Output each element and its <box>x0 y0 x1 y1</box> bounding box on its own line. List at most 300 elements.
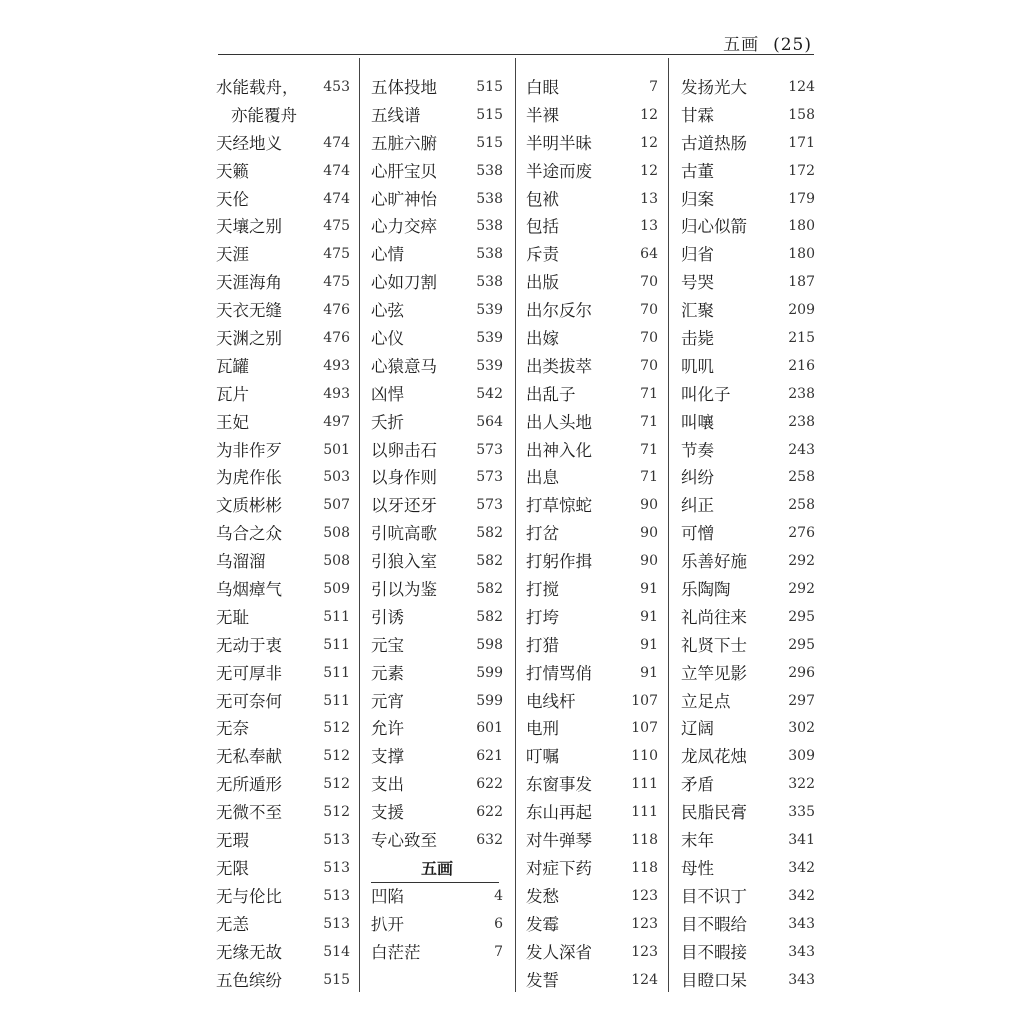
entry-page-number: 511 <box>323 636 350 653</box>
index-entry <box>371 827 503 855</box>
entry-page-number: 493 <box>323 357 350 374</box>
entry-term: 心仪 <box>371 329 404 349</box>
index-entry <box>216 381 350 409</box>
index-entry <box>526 827 658 855</box>
index-entry <box>681 939 815 967</box>
index-entry <box>371 353 503 381</box>
index-entry <box>216 409 350 437</box>
entry-term: 无可厚非 <box>216 663 282 683</box>
index-entry <box>681 130 815 158</box>
index-entry <box>681 437 815 465</box>
entry-page-number: 515 <box>476 79 503 95</box>
entry-page-number: 6 <box>494 915 503 932</box>
entry-page-number: 508 <box>323 525 350 542</box>
entry-term: 龙凤花烛 <box>681 747 747 767</box>
entry-page-number: 343 <box>788 943 815 960</box>
entry-page-number: 474 <box>323 162 350 179</box>
index-entry <box>681 799 815 827</box>
index-entry <box>371 604 503 632</box>
index-entry <box>371 715 503 743</box>
entry-page-number: 514 <box>323 943 350 960</box>
entry-page-number: 582 <box>476 553 503 570</box>
entry-page-number: 342 <box>788 859 815 876</box>
entry-term: 五色缤纷 <box>216 970 282 990</box>
index-entry <box>371 799 503 827</box>
index-column-2 <box>371 74 503 994</box>
index-entry <box>681 576 815 604</box>
index-entry <box>371 492 503 520</box>
index-entry <box>526 771 658 799</box>
index-entry <box>681 855 815 883</box>
entry-term: 包袱 <box>526 189 559 209</box>
entry-term: 打岔 <box>526 524 559 544</box>
entry-term: 无瑕 <box>216 831 249 851</box>
entry-page-number: 538 <box>476 218 503 235</box>
entry-page-number: 90 <box>640 497 658 514</box>
entry-term: 出尔反尔 <box>526 301 592 321</box>
entry-term: 出息 <box>526 468 559 488</box>
entry-term: 出神入化 <box>526 440 592 460</box>
entry-page-number: 238 <box>788 385 815 402</box>
entry-term: 专心致至 <box>371 831 437 851</box>
entry-term: 矛盾 <box>681 775 714 795</box>
entry-term: 出乱子 <box>526 384 576 404</box>
index-entry <box>216 660 350 688</box>
entry-page-number: 542 <box>476 385 503 402</box>
entry-page-number: 13 <box>640 218 658 235</box>
entry-page-number: 70 <box>640 357 658 374</box>
index-entry <box>526 520 658 548</box>
index-entry <box>216 883 350 911</box>
entry-page-number: 111 <box>631 776 658 793</box>
entry-page-number: 538 <box>476 190 503 207</box>
index-entry <box>681 325 815 353</box>
entry-page-number: 601 <box>476 720 503 737</box>
index-entry <box>681 688 815 716</box>
entry-page-number: 118 <box>631 832 658 849</box>
index-entry <box>526 855 658 883</box>
index-entry <box>216 464 350 492</box>
index-entry <box>216 855 350 883</box>
entry-term: 目不暇接 <box>681 942 747 962</box>
index-entry <box>526 967 658 995</box>
index-column-4 <box>681 74 815 994</box>
column-divider <box>515 58 516 992</box>
entry-page-number: 297 <box>788 692 815 709</box>
index-entry <box>526 158 658 186</box>
entry-page-number: 243 <box>788 441 815 458</box>
entry-term: 支撑 <box>371 747 404 767</box>
entry-page-number: 474 <box>323 134 350 151</box>
entry-page-number: 7 <box>649 79 658 95</box>
entry-term: 无限 <box>216 858 249 878</box>
entry-term: 出人头地 <box>526 412 592 432</box>
entry-term: 天渊之别 <box>216 329 282 349</box>
index-entry <box>526 743 658 771</box>
index-entry <box>216 158 350 186</box>
entry-page-number: 171 <box>788 134 815 151</box>
entry-term: 发扬光大 <box>681 78 747 97</box>
entry-page-number: 13 <box>640 190 658 207</box>
entry-term: 出版 <box>526 273 559 293</box>
entry-term: 水能载舟， <box>216 78 299 97</box>
entry-term: 叫嚷 <box>681 412 714 432</box>
entry-page-number: 296 <box>788 664 815 681</box>
index-entry <box>216 548 350 576</box>
entry-term: 汇聚 <box>681 301 714 321</box>
entry-term: 白茫茫 <box>371 942 421 962</box>
entry-page-number: 342 <box>788 887 815 904</box>
index-entry <box>216 492 350 520</box>
entry-page-number: 503 <box>323 469 350 486</box>
entry-term: 瓦罐 <box>216 356 249 376</box>
entry-term: 出类拔萃 <box>526 356 592 376</box>
index-entry <box>216 353 350 381</box>
entry-term: 天伦 <box>216 189 249 209</box>
entry-term: 立竿见影 <box>681 663 747 683</box>
entry-term: 支援 <box>371 803 404 823</box>
header-section-title: 五画 <box>723 35 760 55</box>
index-entry <box>371 464 503 492</box>
entry-term: 心肝宝贝 <box>371 161 437 181</box>
entry-page-number: 475 <box>323 274 350 291</box>
index-entry <box>526 799 658 827</box>
entry-term: 夭折 <box>371 412 404 432</box>
entry-term: 可憎 <box>681 524 714 544</box>
entry-page-number: 474 <box>323 190 350 207</box>
index-entry <box>216 771 350 799</box>
index-entry <box>371 102 503 130</box>
entry-term: 亦能覆舟 <box>231 105 297 125</box>
entry-term: 支出 <box>371 775 404 795</box>
entry-term: 引吭高歌 <box>371 524 437 544</box>
entry-page-number: 538 <box>476 162 503 179</box>
entry-term: 发人深省 <box>526 942 592 962</box>
entry-page-number: 180 <box>788 218 815 235</box>
index-entry <box>526 939 658 967</box>
entry-term: 叫化子 <box>681 384 731 404</box>
entry-page-number: 512 <box>323 748 350 765</box>
entry-term: 无恙 <box>216 914 249 934</box>
entry-term: 乌烟瘴气 <box>216 580 282 600</box>
entry-page-number: 515 <box>476 106 503 123</box>
entry-page-number: 292 <box>788 581 815 598</box>
entry-term: 无动于衷 <box>216 635 282 655</box>
entry-term: 纠纷 <box>681 468 714 488</box>
entry-page-number: 598 <box>476 636 503 653</box>
entry-term: 打草惊蛇 <box>526 496 592 516</box>
index-entry <box>216 604 350 632</box>
entry-page-number: 539 <box>476 330 503 347</box>
entry-term: 无微不至 <box>216 803 282 823</box>
index-entry <box>526 660 658 688</box>
index-entry <box>526 130 658 158</box>
entry-term: 甘霖 <box>681 105 714 125</box>
entry-term: 引狼入室 <box>371 552 437 572</box>
index-entry <box>526 883 658 911</box>
entry-page-number: 599 <box>476 664 503 681</box>
entry-term: 凹陷 <box>371 886 404 906</box>
index-entry <box>526 492 658 520</box>
entry-page-number: 258 <box>788 497 815 514</box>
index-entry <box>371 186 503 214</box>
index-entry <box>216 102 350 130</box>
entry-page-number: 158 <box>788 106 815 123</box>
entry-page-number: 573 <box>476 497 503 514</box>
entry-page-number: 343 <box>788 915 815 932</box>
entry-term: 辽阔 <box>681 719 714 739</box>
entry-term: 叽叽 <box>681 356 714 376</box>
entry-term: 天涯 <box>216 245 249 265</box>
index-entry <box>216 967 350 995</box>
entry-term: 出嫁 <box>526 329 559 349</box>
entry-term: 母性 <box>681 858 714 878</box>
entry-page-number: 90 <box>640 525 658 542</box>
index-entry <box>371 74 503 102</box>
entry-term: 半途而废 <box>526 161 592 181</box>
entry-term: 以卵击石 <box>371 440 437 460</box>
entry-term: 五体投地 <box>371 78 437 97</box>
entry-page-number: 582 <box>476 581 503 598</box>
entry-page-number: 71 <box>640 469 658 486</box>
entry-term: 引诱 <box>371 607 404 627</box>
index-entry <box>216 576 350 604</box>
entry-term: 电刑 <box>526 719 559 739</box>
entry-page-number: 107 <box>631 720 658 737</box>
index-entry <box>681 743 815 771</box>
entry-page-number: 538 <box>476 274 503 291</box>
entry-page-number: 493 <box>323 385 350 402</box>
entry-term: 以牙还牙 <box>371 496 437 516</box>
entry-page-number: 71 <box>640 413 658 430</box>
entry-page-number: 91 <box>640 581 658 598</box>
index-entry <box>371 520 503 548</box>
entry-page-number: 124 <box>788 79 815 95</box>
index-entry <box>526 409 658 437</box>
entry-term: 打搅 <box>526 580 559 600</box>
index-entry <box>216 213 350 241</box>
entry-term: 叮嘱 <box>526 747 559 767</box>
entry-page-number: 295 <box>788 636 815 653</box>
entry-page-number: 476 <box>323 330 350 347</box>
index-entry <box>371 437 503 465</box>
entry-term: 归省 <box>681 245 714 265</box>
entry-page-number: 215 <box>788 330 815 347</box>
entry-term: 半明半昧 <box>526 133 592 153</box>
index-entry <box>216 632 350 660</box>
index-entry <box>371 158 503 186</box>
entry-term: 心猿意马 <box>371 356 437 376</box>
index-entry <box>371 688 503 716</box>
entry-page-number: 512 <box>323 776 350 793</box>
index-entry <box>371 213 503 241</box>
entry-term: 归案 <box>681 189 714 209</box>
column-divider <box>359 58 360 992</box>
entry-term: 包括 <box>526 217 559 237</box>
entry-term: 打情骂俏 <box>526 663 592 683</box>
index-entry <box>681 771 815 799</box>
index-entry <box>216 297 350 325</box>
index-entry <box>681 353 815 381</box>
index-entry <box>216 688 350 716</box>
index-entry <box>681 464 815 492</box>
index-entry <box>526 576 658 604</box>
header-text <box>723 30 812 55</box>
entry-term: 无可奈何 <box>216 691 282 711</box>
index-entry <box>526 186 658 214</box>
entry-page-number: 453 <box>323 79 350 95</box>
index-entry <box>216 827 350 855</box>
entry-page-number: 497 <box>323 413 350 430</box>
entry-page-number: 209 <box>788 302 815 319</box>
entry-page-number: 276 <box>788 525 815 542</box>
entry-term: 心情 <box>371 245 404 265</box>
entry-term: 发誓 <box>526 970 559 990</box>
entry-term: 礼贤下士 <box>681 635 747 655</box>
entry-term: 乐善好施 <box>681 552 747 572</box>
index-entry <box>216 437 350 465</box>
index-entry <box>681 492 815 520</box>
entry-term: 心力交瘁 <box>371 217 437 237</box>
entry-term: 民脂民膏 <box>681 803 747 823</box>
entry-term: 乌合之众 <box>216 524 282 544</box>
index-entry <box>371 771 503 799</box>
index-entry <box>681 297 815 325</box>
entry-page-number: 91 <box>640 636 658 653</box>
entry-term: 归心似箭 <box>681 217 747 237</box>
entry-term: 无耻 <box>216 607 249 627</box>
entry-page-number: 90 <box>640 553 658 570</box>
entry-page-number: 622 <box>476 776 503 793</box>
entry-term: 天涯海角 <box>216 273 282 293</box>
index-entry <box>526 241 658 269</box>
entry-term: 目瞪口呆 <box>681 970 747 990</box>
page-header <box>218 28 814 55</box>
entry-page-number: 632 <box>476 832 503 849</box>
index-entry <box>371 911 503 939</box>
index-entry <box>526 213 658 241</box>
entry-page-number: 216 <box>788 357 815 374</box>
entry-term: 纠正 <box>681 496 714 516</box>
entry-page-number: 513 <box>323 832 350 849</box>
entry-page-number: 292 <box>788 553 815 570</box>
entry-page-number: 238 <box>788 413 815 430</box>
entry-page-number: 582 <box>476 608 503 625</box>
entry-page-number: 295 <box>788 608 815 625</box>
index-entry <box>216 715 350 743</box>
entry-term: 东山再起 <box>526 803 592 823</box>
entry-term: 无私奉献 <box>216 747 282 767</box>
index-entry <box>681 213 815 241</box>
entry-term: 立足点 <box>681 691 731 711</box>
header-page-number: (25) <box>773 35 812 55</box>
entry-term: 目不识丁 <box>681 886 747 906</box>
entry-page-number: 513 <box>323 887 350 904</box>
entry-page-number: 511 <box>323 692 350 709</box>
entry-page-number: 343 <box>788 971 815 988</box>
entry-page-number: 573 <box>476 469 503 486</box>
index-entry <box>216 799 350 827</box>
index-entry <box>526 604 658 632</box>
entry-term: 天衣无缝 <box>216 301 282 321</box>
entry-term: 目不暇给 <box>681 914 747 934</box>
index-entry <box>681 883 815 911</box>
entry-page-number: 180 <box>788 246 815 263</box>
index-entry <box>526 74 658 102</box>
entry-page-number: 512 <box>323 804 350 821</box>
entry-term: 元素 <box>371 663 404 683</box>
entry-page-number: 12 <box>640 106 658 123</box>
index-entry <box>681 827 815 855</box>
entry-term: 东窗事发 <box>526 775 592 795</box>
index-entry <box>371 883 503 911</box>
index-entry <box>681 409 815 437</box>
entry-term: 天经地义 <box>216 133 282 153</box>
index-entry <box>371 381 503 409</box>
entry-page-number: 507 <box>323 497 350 514</box>
entry-page-number: 71 <box>640 441 658 458</box>
entry-page-number: 309 <box>788 748 815 765</box>
entry-page-number: 621 <box>476 748 503 765</box>
entry-term: 斥责 <box>526 245 559 265</box>
entry-term: 天壤之别 <box>216 217 282 237</box>
entry-term: 无与伦比 <box>216 886 282 906</box>
entry-term: 白眼 <box>526 78 559 97</box>
entry-term: 击毙 <box>681 329 714 349</box>
entry-term: 无缘无故 <box>216 942 282 962</box>
entry-page-number: 64 <box>640 246 658 263</box>
entry-term: 为非作歹 <box>216 440 282 460</box>
entry-page-number: 538 <box>476 246 503 263</box>
index-entry <box>681 74 815 102</box>
entry-page-number: 564 <box>476 413 503 430</box>
index-entry <box>681 548 815 576</box>
entry-page-number: 4 <box>494 887 503 904</box>
entry-term: 半裸 <box>526 105 559 125</box>
index-entry <box>526 325 658 353</box>
entry-page-number: 511 <box>323 608 350 625</box>
entry-term: 无奈 <box>216 719 249 739</box>
entry-page-number: 91 <box>640 664 658 681</box>
entry-term: 发霉 <box>526 914 559 934</box>
entry-term: 对症下药 <box>526 858 592 878</box>
index-entry <box>216 74 350 102</box>
entry-page-number: 258 <box>788 469 815 486</box>
index-entry <box>216 911 350 939</box>
entry-page-number: 513 <box>323 859 350 876</box>
entry-page-number: 322 <box>788 776 815 793</box>
entry-page-number: 501 <box>323 441 350 458</box>
index-entry <box>216 186 350 214</box>
entry-term: 王妃 <box>216 412 249 432</box>
entry-page-number: 12 <box>640 162 658 179</box>
entry-term: 末年 <box>681 831 714 851</box>
entry-term: 允许 <box>371 719 404 739</box>
entry-page-number: 110 <box>631 748 658 765</box>
entry-page-number: 179 <box>788 190 815 207</box>
entry-page-number: 515 <box>323 971 350 988</box>
index-entry <box>371 576 503 604</box>
entry-term: 号哭 <box>681 273 714 293</box>
entry-term: 天籁 <box>216 161 249 181</box>
index-entry <box>216 743 350 771</box>
index-entry <box>526 297 658 325</box>
entry-page-number: 172 <box>788 162 815 179</box>
entry-term: 五线谱 <box>371 105 421 125</box>
index-column-1 <box>216 74 350 994</box>
entry-term: 文质彬彬 <box>216 496 282 516</box>
entry-page-number: 118 <box>631 859 658 876</box>
